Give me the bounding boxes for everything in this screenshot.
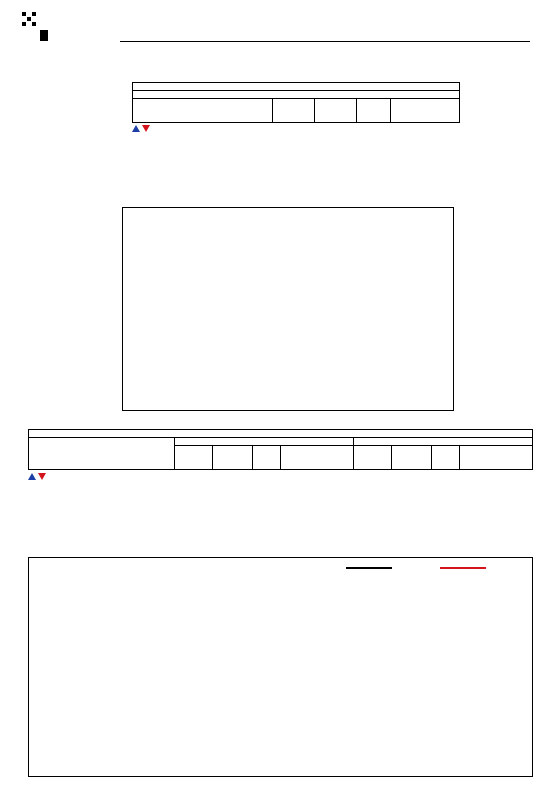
t2-b-col-today [432,446,460,470]
table1-title2 [133,91,460,99]
t2-b-col-4w [354,446,392,470]
table2-legend [28,473,533,481]
down-triangle-icon [142,125,150,132]
table1-title1 [133,83,460,91]
up-triangle-icon [132,125,140,132]
inflation-charts-panel [122,207,454,411]
header-rule [120,41,530,42]
t2-b-col-1w [392,446,432,470]
t2-b-col-behavior [460,446,533,470]
table1-legend [132,125,460,133]
table1-col-label [133,99,273,123]
department-badge [40,30,48,41]
table1-col-behavior [391,99,460,123]
t2-a-col-1w [213,446,253,470]
table1-col-today [357,99,391,123]
table2-period1 [175,438,354,446]
legend-line-fev [346,567,392,569]
up-triangle-icon [28,473,36,480]
bank-logo [22,12,36,26]
table2-col-label [29,438,175,470]
inflation-table [132,82,460,123]
monthly-table-wrap [28,429,533,481]
bank-logo-icon [22,12,36,26]
t2-a-col-behavior [281,446,354,470]
t2-a-col-4w [175,446,213,470]
t2-a-col-today [253,446,281,470]
monthly-charts-panel [28,557,533,777]
inflation-table-wrap [132,82,460,133]
table2-title [29,430,533,438]
monthly-table [28,429,533,470]
down-triangle-icon [38,473,46,480]
table1-col-4w [273,99,315,123]
legend-line-mar [440,567,486,569]
table2-period2 [354,438,533,446]
table1-col-1w [315,99,357,123]
